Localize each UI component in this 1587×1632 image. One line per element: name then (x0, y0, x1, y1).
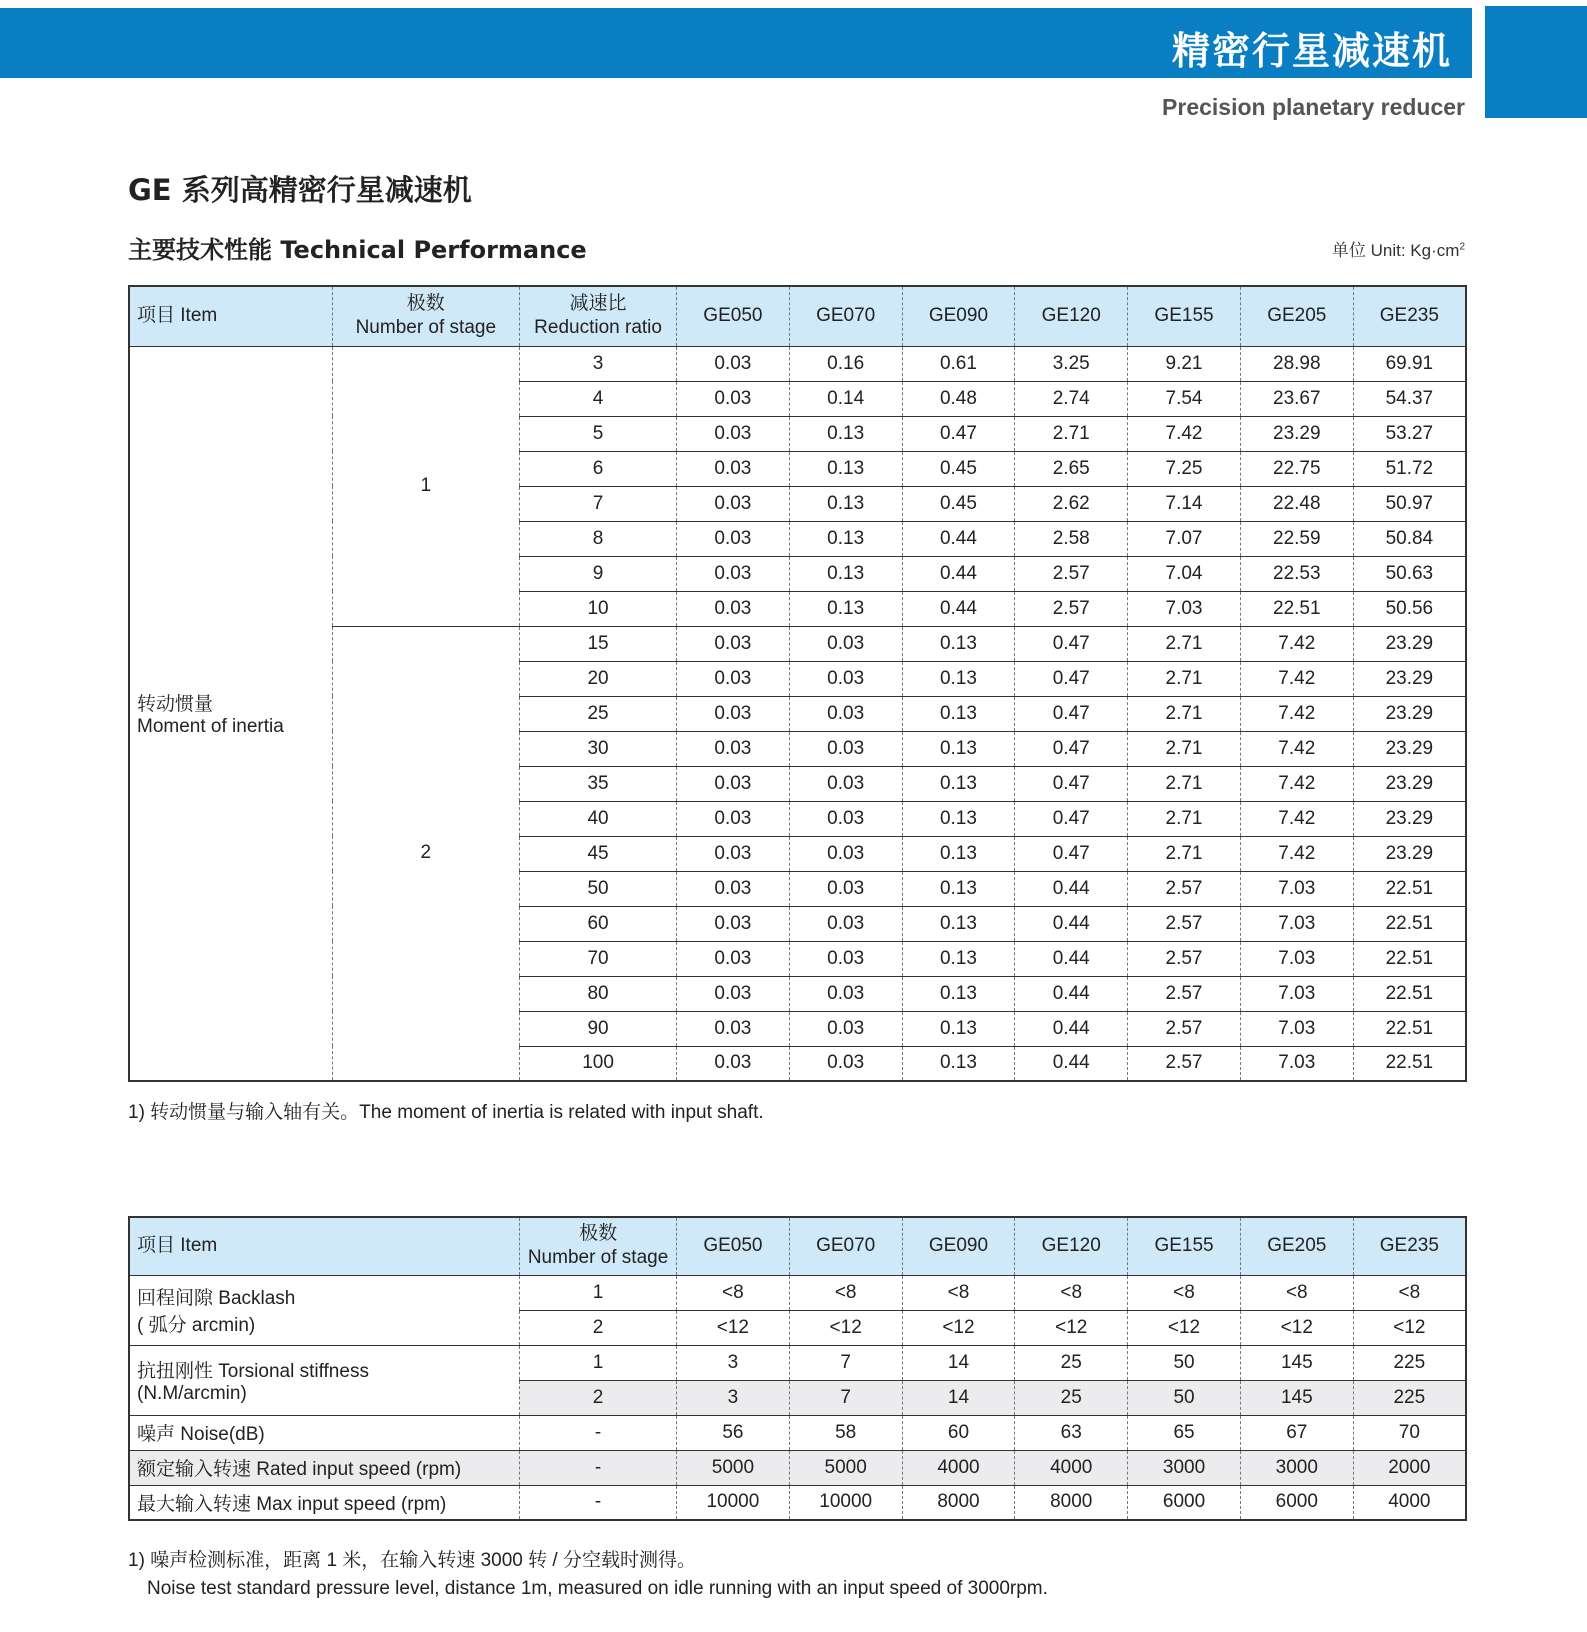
value-cell: 50 (1128, 1345, 1241, 1380)
value-cell: 0.13 (789, 486, 902, 521)
ratio-cell: 30 (520, 731, 677, 766)
unit-text: 单位 Unit: Kg·cm (1331, 241, 1460, 260)
value-cell: 7.03 (1240, 871, 1353, 906)
table-row (129, 346, 1466, 381)
value-cell: 2.74 (1015, 381, 1128, 416)
value-cell: 0.13 (902, 696, 1015, 731)
value-cell: 23.29 (1240, 416, 1353, 451)
value-cell: 22.51 (1240, 591, 1353, 626)
top-banner (0, 8, 1472, 78)
header-stage-cn: 极数 (579, 1223, 618, 1245)
value-cell: 7.04 (1128, 556, 1241, 591)
banner-title: 精密行星减速机 (1171, 29, 1452, 73)
value-cell: 2.71 (1128, 731, 1241, 766)
value-cell: 22.51 (1353, 1011, 1466, 1046)
value-cell: 0.03 (789, 801, 902, 836)
value-cell: 145 (1240, 1380, 1353, 1415)
value-cell: 0.03 (676, 1011, 789, 1046)
ratio-cell: 15 (520, 626, 677, 661)
value-cell: 0.13 (902, 906, 1015, 941)
ratio-cell: 60 (520, 906, 677, 941)
item-cell (129, 1275, 520, 1345)
header-model: GE155 (1128, 1217, 1241, 1275)
stage-cell: 1 (520, 1345, 677, 1380)
value-cell: 0.03 (676, 521, 789, 556)
value-cell: 23.29 (1353, 731, 1466, 766)
value-cell: 0.03 (789, 661, 902, 696)
value-cell: 2.57 (1128, 941, 1241, 976)
stage-cell: - (520, 1450, 677, 1485)
value-cell: 0.03 (789, 731, 902, 766)
value-cell: 3 (677, 1345, 790, 1380)
item-label: 抗扭刚性 Torsional stiffness (137, 1360, 369, 1382)
value-cell: 7.42 (1240, 836, 1353, 871)
value-cell: 4000 (902, 1450, 1015, 1485)
value-cell: 0.03 (676, 801, 789, 836)
value-cell: 8000 (1015, 1485, 1128, 1520)
value-cell: 50.97 (1353, 486, 1466, 521)
ratio-cell: 100 (520, 1046, 677, 1081)
value-cell: 65 (1128, 1415, 1241, 1450)
value-cell: 0.44 (902, 521, 1015, 556)
value-cell: 0.03 (676, 486, 789, 521)
value-cell: <8 (1128, 1275, 1241, 1310)
value-cell: 0.03 (676, 346, 789, 381)
header-model: GE235 (1353, 286, 1466, 346)
value-cell: <12 (1353, 1310, 1466, 1345)
stage-cell: 2 (520, 1380, 677, 1415)
noise-note-cn: 1) 噪声检测标准，距离 1 米，在输入转速 3000 转 / 分空载时测得。 (128, 1550, 696, 1571)
header-model: GE120 (1015, 1217, 1128, 1275)
value-cell: 23.67 (1240, 381, 1353, 416)
item-label-unit: ( 弧分 arcmin) (137, 1315, 256, 1336)
header-ratio-cn: 减速比 (569, 293, 627, 315)
value-cell: 23.29 (1353, 696, 1466, 731)
value-cell: 0.47 (1015, 836, 1128, 871)
value-cell: 0.03 (676, 731, 789, 766)
value-cell: 0.61 (902, 346, 1015, 381)
value-cell: 0.45 (902, 451, 1015, 486)
value-cell: 2.71 (1128, 661, 1241, 696)
value-cell: 0.03 (789, 1046, 902, 1081)
value-cell: 0.13 (902, 976, 1015, 1011)
ratio-cell: 4 (520, 381, 677, 416)
value-cell: 70 (1353, 1415, 1466, 1450)
value-cell: 23.29 (1353, 766, 1466, 801)
value-cell: 10000 (677, 1485, 790, 1520)
value-cell: 0.13 (789, 521, 902, 556)
value-cell: 0.13 (902, 661, 1015, 696)
value-cell: 2.71 (1128, 626, 1241, 661)
value-cell: 23.29 (1353, 661, 1466, 696)
value-cell: 0.03 (789, 626, 902, 661)
unit-sup: 2 (1459, 241, 1465, 253)
performance-header-row (129, 1217, 1466, 1275)
header-stage (520, 1217, 677, 1275)
ratio-cell: 3 (520, 346, 677, 381)
value-cell: 50.56 (1353, 591, 1466, 626)
value-cell: <12 (789, 1310, 902, 1345)
value-cell: 58 (789, 1415, 902, 1450)
value-cell: 0.48 (902, 381, 1015, 416)
value-cell: 0.13 (789, 416, 902, 451)
value-cell: 54.37 (1353, 381, 1466, 416)
unit-note (1332, 236, 1465, 261)
value-cell: 0.03 (676, 591, 789, 626)
value-cell: 2.65 (1015, 451, 1128, 486)
value-cell: 28.98 (1240, 346, 1353, 381)
value-cell: <8 (1015, 1275, 1128, 1310)
value-cell: 2.71 (1128, 801, 1241, 836)
value-cell: 0.03 (676, 381, 789, 416)
value-cell: 2.57 (1128, 871, 1241, 906)
value-cell: 25 (1015, 1345, 1128, 1380)
value-cell: 7.42 (1240, 801, 1353, 836)
header-model: GE155 (1128, 286, 1241, 346)
header-ratio-en: Reduction ratio (534, 317, 662, 339)
value-cell: 0.03 (676, 976, 789, 1011)
header-stage-en: Number of stage (527, 1247, 669, 1269)
side-tab (1485, 6, 1587, 118)
value-cell: 0.13 (789, 451, 902, 486)
value-cell: 0.47 (1015, 696, 1128, 731)
value-cell: 7.03 (1240, 1046, 1353, 1081)
ratio-cell: 10 (520, 591, 677, 626)
value-cell: 7.42 (1128, 416, 1241, 451)
value-cell: 145 (1240, 1345, 1353, 1380)
ratio-cell: 7 (520, 486, 677, 521)
value-cell: 225 (1353, 1380, 1466, 1415)
value-cell: 7.03 (1240, 906, 1353, 941)
value-cell: 7.07 (1128, 521, 1241, 556)
ratio-cell: 20 (520, 661, 677, 696)
value-cell: 2.57 (1128, 1011, 1241, 1046)
value-cell: 0.47 (1015, 626, 1128, 661)
banner-subtitle: Precision planetary reducer (1162, 94, 1465, 120)
value-cell: 23.29 (1353, 626, 1466, 661)
value-cell: 0.13 (902, 1046, 1015, 1081)
value-cell: 0.13 (902, 801, 1015, 836)
stage-cell: 2 (332, 626, 520, 1081)
value-cell: 2.71 (1128, 766, 1241, 801)
value-cell: 5000 (677, 1450, 790, 1485)
value-cell: 2.62 (1015, 486, 1128, 521)
value-cell: 69.91 (1353, 346, 1466, 381)
header-item: 项目 Item (129, 1217, 520, 1275)
value-cell: 3.25 (1015, 346, 1128, 381)
value-cell: 0.14 (789, 381, 902, 416)
value-cell: 0.03 (789, 871, 902, 906)
value-cell: 0.44 (1015, 906, 1128, 941)
performance-table-body (129, 1275, 1466, 1520)
value-cell: 0.03 (676, 941, 789, 976)
value-cell: 0.44 (902, 591, 1015, 626)
ratio-cell: 50 (520, 871, 677, 906)
ratio-cell: 45 (520, 836, 677, 871)
value-cell: 22.51 (1353, 1046, 1466, 1081)
value-cell: 22.48 (1240, 486, 1353, 521)
ratio-cell: 6 (520, 451, 677, 486)
value-cell: 0.44 (1015, 941, 1128, 976)
value-cell: 0.47 (902, 416, 1015, 451)
value-cell: 2.71 (1128, 836, 1241, 871)
value-cell: 0.13 (902, 836, 1015, 871)
stage-cell: - (520, 1485, 677, 1520)
value-cell: 7.42 (1240, 731, 1353, 766)
value-cell: 51.72 (1353, 451, 1466, 486)
value-cell: 22.59 (1240, 521, 1353, 556)
header-model: GE090 (902, 1217, 1015, 1275)
value-cell: 0.13 (902, 941, 1015, 976)
value-cell: <12 (1015, 1310, 1128, 1345)
value-cell: 2.57 (1015, 556, 1128, 591)
value-cell: 2.57 (1128, 976, 1241, 1011)
value-cell: 0.45 (902, 486, 1015, 521)
value-cell: 14 (902, 1380, 1015, 1415)
inertia-table (128, 285, 1467, 1082)
ratio-cell: 8 (520, 521, 677, 556)
ratio-cell: 9 (520, 556, 677, 591)
value-cell: 2.57 (1128, 906, 1241, 941)
value-cell: <8 (902, 1275, 1015, 1310)
value-cell: 0.13 (902, 766, 1015, 801)
value-cell: 23.29 (1353, 801, 1466, 836)
value-cell: 0.03 (676, 661, 789, 696)
ratio-cell: 70 (520, 941, 677, 976)
header-stage-en: Number of stage (355, 317, 497, 339)
value-cell: 0.44 (1015, 1046, 1128, 1081)
value-cell: 7 (789, 1345, 902, 1380)
header-item: 项目 Item (129, 286, 332, 346)
inertia-header-row (129, 286, 1466, 346)
value-cell: 225 (1353, 1345, 1466, 1380)
value-cell: <12 (902, 1310, 1015, 1345)
inertia-table-body (129, 346, 1466, 1081)
value-cell: 8000 (902, 1485, 1015, 1520)
ratio-cell: 80 (520, 976, 677, 1011)
value-cell: 0.03 (676, 451, 789, 486)
value-cell: 0.03 (789, 696, 902, 731)
value-cell: 7.14 (1128, 486, 1241, 521)
stage-cell: - (520, 1415, 677, 1450)
value-cell: 0.03 (789, 976, 902, 1011)
stage-cell: 1 (520, 1275, 677, 1310)
header-stage-cn: 极数 (406, 293, 445, 315)
value-cell: 0.44 (1015, 1011, 1128, 1046)
value-cell: 7.03 (1240, 976, 1353, 1011)
item-cell: 噪声 Noise(dB) (129, 1415, 520, 1450)
value-cell: 2000 (1353, 1450, 1466, 1485)
value-cell: 0.16 (789, 346, 902, 381)
inertia-note: 1) 转动惯量与输入轴有关。The moment of inertia is related with input shaft. (128, 1102, 764, 1123)
ratio-cell: 25 (520, 696, 677, 731)
value-cell: 22.51 (1353, 906, 1466, 941)
value-cell: 2.71 (1015, 416, 1128, 451)
value-cell: 14 (902, 1345, 1015, 1380)
header-model: GE120 (1015, 286, 1128, 346)
value-cell: 22.53 (1240, 556, 1353, 591)
value-cell: 6000 (1128, 1485, 1241, 1520)
value-cell: 0.44 (902, 556, 1015, 591)
value-cell: <12 (677, 1310, 790, 1345)
value-cell: 50.63 (1353, 556, 1466, 591)
value-cell: 0.47 (1015, 766, 1128, 801)
header-model: GE050 (676, 286, 789, 346)
value-cell: 3 (677, 1380, 790, 1415)
header-model: GE235 (1353, 1217, 1466, 1275)
value-cell: 0.44 (1015, 976, 1128, 1011)
table-row (129, 1275, 1466, 1310)
value-cell: 5000 (789, 1450, 902, 1485)
value-cell: 10000 (789, 1485, 902, 1520)
item-cell: 额定输入转速 Rated input speed (rpm) (129, 1450, 520, 1485)
value-cell: 0.03 (676, 836, 789, 871)
value-cell: 0.13 (902, 731, 1015, 766)
value-cell: 0.03 (676, 766, 789, 801)
value-cell: 3000 (1128, 1450, 1241, 1485)
value-cell: 2.71 (1128, 696, 1241, 731)
value-cell: 7.42 (1240, 696, 1353, 731)
value-cell: 0.03 (789, 941, 902, 976)
value-cell: 60 (902, 1415, 1015, 1450)
ratio-cell: 5 (520, 416, 677, 451)
value-cell: 53.27 (1353, 416, 1466, 451)
value-cell: 2.57 (1015, 591, 1128, 626)
header-model: GE090 (902, 286, 1015, 346)
value-cell: 7.42 (1240, 661, 1353, 696)
value-cell: 7.42 (1240, 626, 1353, 661)
value-cell: 0.47 (1015, 801, 1128, 836)
header-stage (332, 286, 520, 346)
value-cell: 7.25 (1128, 451, 1241, 486)
ratio-cell: 90 (520, 1011, 677, 1046)
ratio-cell: 40 (520, 801, 677, 836)
value-cell: 0.03 (676, 416, 789, 451)
value-cell: 50 (1128, 1380, 1241, 1415)
value-cell: 0.03 (676, 871, 789, 906)
value-cell: 7.03 (1240, 1011, 1353, 1046)
series-title: GE 系列高精密行星减速机 (128, 173, 472, 207)
value-cell: 0.03 (676, 696, 789, 731)
value-cell: 0.03 (676, 556, 789, 591)
value-cell: 0.03 (676, 906, 789, 941)
stage-cell: 2 (520, 1310, 677, 1345)
value-cell: 0.13 (902, 626, 1015, 661)
value-cell: 56 (677, 1415, 790, 1450)
value-cell: <12 (1128, 1310, 1241, 1345)
value-cell: 0.44 (1015, 871, 1128, 906)
header-model: GE070 (789, 286, 902, 346)
item-cell: 最大输入转速 Max input speed (rpm) (129, 1485, 520, 1520)
value-cell: 50.84 (1353, 521, 1466, 556)
table-row (129, 1415, 1466, 1450)
value-cell: <8 (677, 1275, 790, 1310)
value-cell: <8 (1353, 1275, 1466, 1310)
value-cell: 7.03 (1240, 941, 1353, 976)
value-cell: 4000 (1353, 1485, 1466, 1520)
header-ratio (520, 286, 677, 346)
value-cell: 7.03 (1128, 591, 1241, 626)
value-cell: <8 (789, 1275, 902, 1310)
value-cell: <8 (1240, 1275, 1353, 1310)
value-cell: 0.13 (789, 556, 902, 591)
value-cell: 0.13 (902, 871, 1015, 906)
value-cell: 0.03 (789, 766, 902, 801)
value-cell: 22.51 (1353, 976, 1466, 1011)
value-cell: 2.57 (1128, 1046, 1241, 1081)
value-cell: 9.21 (1128, 346, 1241, 381)
table-row (129, 1345, 1466, 1380)
value-cell: 7.42 (1240, 766, 1353, 801)
header-model: GE070 (789, 1217, 902, 1275)
header-model: GE205 (1240, 286, 1353, 346)
performance-table (128, 1216, 1467, 1521)
ratio-cell: 35 (520, 766, 677, 801)
stage-cell: 1 (332, 346, 520, 626)
value-cell: 0.03 (789, 1011, 902, 1046)
value-cell: 63 (1015, 1415, 1128, 1450)
value-cell: 6000 (1240, 1485, 1353, 1520)
value-cell: 22.51 (1353, 941, 1466, 976)
item-cell (129, 1345, 520, 1415)
value-cell: 22.75 (1240, 451, 1353, 486)
value-cell: 25 (1015, 1380, 1128, 1415)
item-label-cn: 转动惯量 (137, 693, 214, 715)
header-model: GE050 (677, 1217, 790, 1275)
table-row (129, 1485, 1466, 1520)
value-cell: 22.51 (1353, 871, 1466, 906)
item-label-en: Moment of inertia (137, 715, 284, 737)
value-cell: <12 (1240, 1310, 1353, 1345)
value-cell: 0.13 (902, 1011, 1015, 1046)
value-cell: 3000 (1240, 1450, 1353, 1485)
value-cell: 0.13 (789, 591, 902, 626)
value-cell: 23.29 (1353, 836, 1466, 871)
table-row (129, 1450, 1466, 1485)
value-cell: 2.58 (1015, 521, 1128, 556)
value-cell: 0.03 (789, 906, 902, 941)
value-cell: 0.03 (789, 836, 902, 871)
value-cell: 7.54 (1128, 381, 1241, 416)
value-cell: 4000 (1015, 1450, 1128, 1485)
item-cell (129, 346, 332, 1081)
header-model: GE205 (1240, 1217, 1353, 1275)
value-cell: 0.03 (676, 626, 789, 661)
item-label-unit: (N.M/arcmin) (137, 1382, 247, 1404)
value-cell: 67 (1240, 1415, 1353, 1450)
value-cell: 0.47 (1015, 731, 1128, 766)
noise-note-en: Noise test standard pressure level, distance 1m, measured on idle running with an input speed of 3000rpm. (147, 1578, 1048, 1599)
value-cell: 0.03 (676, 1046, 789, 1081)
section-title: 主要技术性能 Technical Performance (128, 236, 587, 264)
value-cell: 0.47 (1015, 661, 1128, 696)
value-cell: 7 (789, 1380, 902, 1415)
item-label: 回程间隙 Backlash (137, 1288, 296, 1309)
